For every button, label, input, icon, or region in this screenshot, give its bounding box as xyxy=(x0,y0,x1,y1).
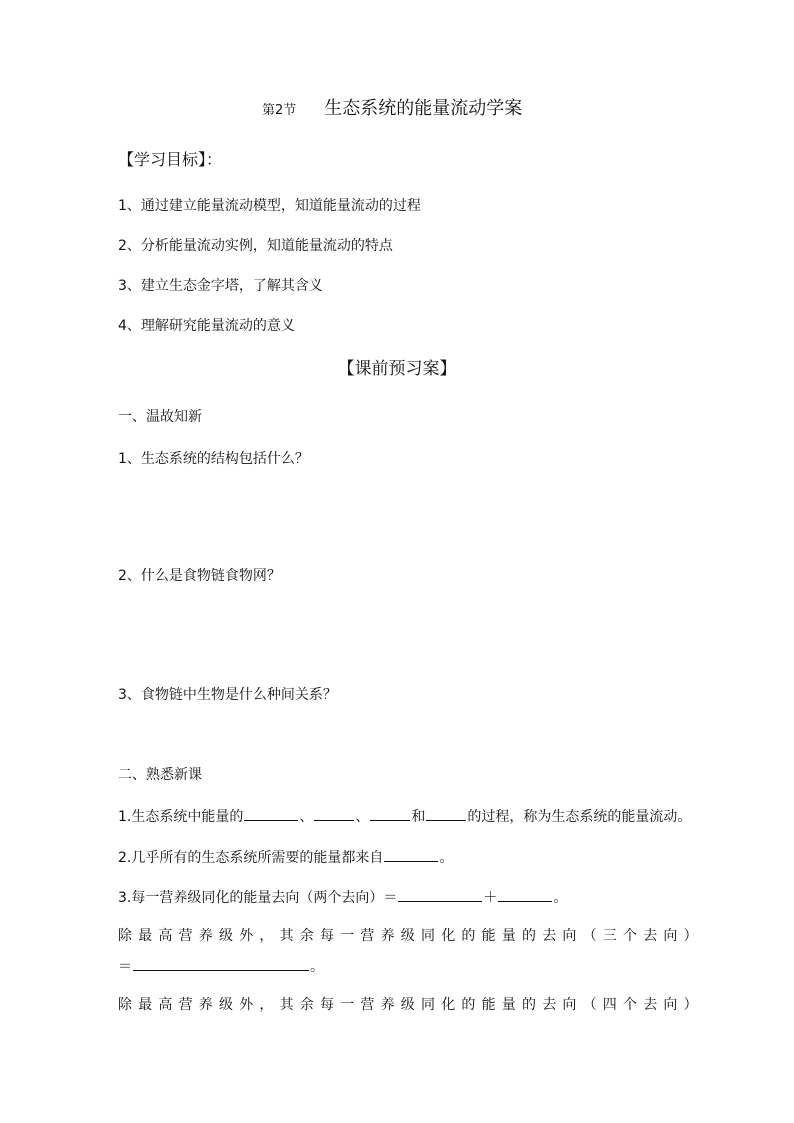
separator: 、 xyxy=(299,809,314,825)
preview-heading: 【课前预习案】 xyxy=(337,359,457,379)
fill-text: 。 xyxy=(553,890,568,906)
fill-question-1 xyxy=(118,806,691,826)
review-question-1: 1、生态系统的结构包括什么？ xyxy=(118,451,309,467)
answer-blank[interactable] xyxy=(398,887,482,902)
objective-item-4: 4、理解研究能量流动的意义 xyxy=(118,318,295,334)
answer-blank[interactable] xyxy=(426,806,466,821)
answer-blank[interactable] xyxy=(244,806,298,821)
answer-blank[interactable] xyxy=(314,806,354,821)
review-question-3: 3、食物链中生物是什么种间关系？ xyxy=(118,687,337,703)
fill-question-2 xyxy=(118,847,453,867)
conjunction: 和 xyxy=(411,809,426,825)
fill-text: 3.每一营养级同化的能量去向（两个去向）＝ xyxy=(118,890,398,906)
objectives-heading: 【学习目标】： xyxy=(118,150,223,169)
fill-question-4-answer xyxy=(118,956,324,976)
answer-blank[interactable] xyxy=(133,956,309,971)
fill-question-4: 除最高营养级外，其余每一营养级同化的能量的去向（三个去向） xyxy=(118,928,704,944)
objective-item-1: 1、通过建立能量流动模型，知道能量流动的过程 xyxy=(118,198,421,214)
equals-sign: ＝ xyxy=(118,959,132,975)
new-lesson-heading: 二、熟悉新课 xyxy=(118,767,202,783)
section-number: 第2节 xyxy=(262,103,297,118)
answer-blank[interactable] xyxy=(384,847,438,862)
fill-text: 的过程，称为生态系统的能量流动。 xyxy=(467,809,692,825)
review-question-2: 2、什么是食物链食物网？ xyxy=(118,568,281,584)
separator: 、 xyxy=(355,809,370,825)
fill-text: 1.生态系统中能量的 xyxy=(118,809,244,825)
answer-blank[interactable] xyxy=(370,806,410,821)
fill-question-5: 除最高营养级外，其余每一营养级同化的能量的去向（四个去向） xyxy=(118,997,704,1013)
fill-text: 。 xyxy=(439,850,454,866)
review-heading: 一、温故知新 xyxy=(118,409,202,425)
answer-blank[interactable] xyxy=(498,887,552,902)
objective-item-2: 2、分析能量流动实例，知道能量流动的特点 xyxy=(118,238,393,254)
page-title xyxy=(262,98,522,122)
title-text: 生态系统的能量流动学案 xyxy=(324,98,523,119)
fill-text: 。 xyxy=(310,959,324,975)
fill-text: 2.几乎所有的生态系统所需要的能量都来自 xyxy=(118,850,384,866)
objective-item-3: 3、建立生态金字塔，了解其含义 xyxy=(118,278,323,294)
fill-question-3 xyxy=(118,887,567,907)
plus-sign: ＋ xyxy=(483,890,498,906)
